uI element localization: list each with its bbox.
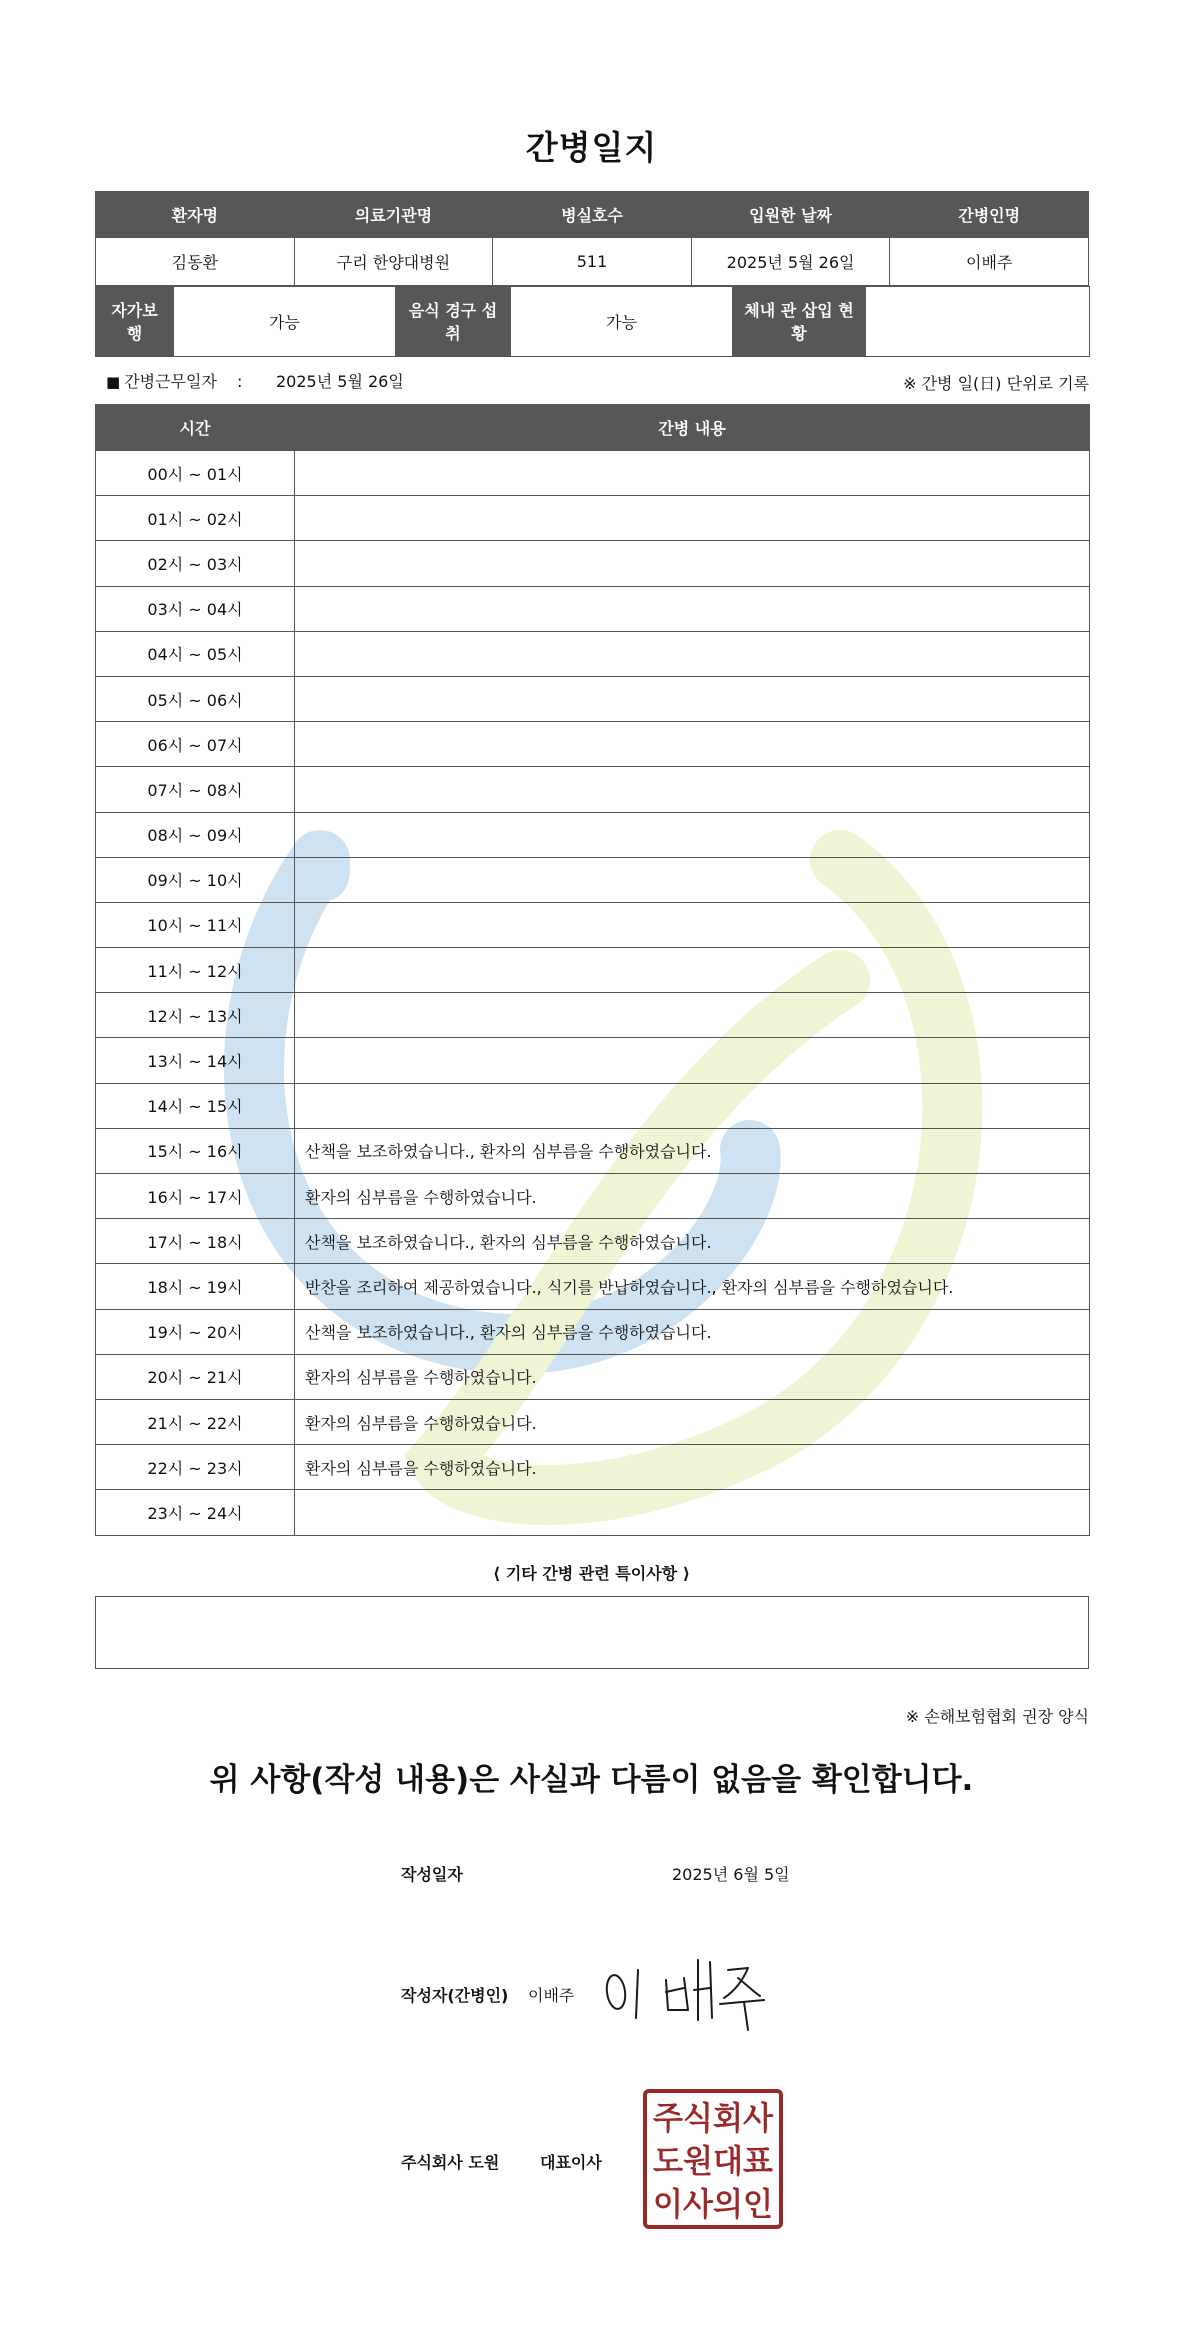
care-log-row (96, 1399, 1090, 1444)
care-log-content: 산책을 보조하였습니다., 환자의 심부름을 수행하였습니다. (295, 1128, 1090, 1173)
care-log-content: 반찬을 조리하여 제공하였습니다., 식기를 반납하였습니다., 환자의 심부름을 수행하였습니다. (295, 1264, 1090, 1309)
header-admission-date: 입원한 날짜 (691, 192, 890, 238)
oral-intake-value: 가능 (511, 287, 733, 357)
care-log-content (295, 812, 1090, 857)
tube-insertion-value (866, 287, 1090, 357)
header-patient-name: 환자명 (96, 192, 295, 238)
care-log-row (96, 767, 1090, 812)
work-date-colon: : (236, 372, 243, 391)
care-log-row (96, 1128, 1090, 1173)
care-log-row (96, 496, 1090, 541)
svg-text:도원대표: 도원대표 (653, 2142, 774, 2180)
patient-name-value: 김동환 (96, 238, 295, 286)
care-log-row (96, 541, 1090, 586)
care-log-content (295, 496, 1090, 541)
care-log-row (96, 451, 1090, 496)
care-log-row (96, 812, 1090, 857)
care-log-row (96, 993, 1090, 1038)
self-walk-value: 가능 (174, 287, 396, 357)
care-log-time: 23시 ~ 24시 (96, 1490, 295, 1535)
header-room-number: 병실호수 (493, 192, 692, 238)
writer-label: 작성자(간병인) (401, 1986, 509, 2005)
care-log-content: 환자의 심부름을 수행하였습니다. (295, 1174, 1090, 1219)
care-log-time: 15시 ~ 16시 (96, 1128, 295, 1173)
care-log-time: 00시 ~ 01시 (96, 451, 295, 496)
care-log-row (96, 1219, 1090, 1264)
written-date-value: 2025년 6월 5일 (672, 1865, 790, 1884)
care-log-content: 환자의 심부름을 수행하였습니다. (295, 1354, 1090, 1399)
care-log-content (295, 1490, 1090, 1535)
care-log-row (96, 1264, 1090, 1309)
daily-unit-note: ※ 간병 일(日) 단위로 기록 (903, 374, 1089, 393)
company-seal-stamp (643, 2089, 783, 2229)
care-log-time: 21시 ~ 22시 (96, 1399, 295, 1444)
work-date-line (106, 369, 404, 392)
care-log-content (295, 767, 1090, 812)
care-log-row (96, 948, 1090, 993)
care-log-time: 07시 ~ 08시 (96, 767, 295, 812)
time-column-header: 시간 (96, 405, 295, 451)
care-log-content: 산책을 보조하였습니다., 환자의 심부름을 수행하였습니다. (295, 1219, 1090, 1264)
care-log-time: 06시 ~ 07시 (96, 722, 295, 767)
caregiver-name-value: 이배주 (890, 238, 1089, 286)
remarks-box (95, 1596, 1089, 1669)
care-log-time: 18시 ~ 19시 (96, 1264, 295, 1309)
patient-info-value-row (96, 238, 1089, 286)
care-log-row (96, 1354, 1090, 1399)
care-log-content (295, 541, 1090, 586)
patient-status-row (96, 287, 1090, 357)
patient-info-header-row (96, 192, 1089, 238)
care-log-content: 환자의 심부름을 수행하였습니다. (295, 1445, 1090, 1490)
care-log-content (295, 451, 1090, 496)
care-log-time: 11시 ~ 12시 (96, 948, 295, 993)
care-log-content: 환자의 심부름을 수행하였습니다. (295, 1399, 1090, 1444)
care-log-row (96, 586, 1090, 631)
care-log-time: 14시 ~ 15시 (96, 1083, 295, 1128)
care-log-content (295, 722, 1090, 767)
care-log-time: 08시 ~ 09시 (96, 812, 295, 857)
care-log-time: 20시 ~ 21시 (96, 1354, 295, 1399)
care-log-row (96, 1445, 1090, 1490)
care-log-row (96, 1490, 1090, 1535)
care-log-row (96, 857, 1090, 902)
self-walk-label: 자가보행 (96, 287, 174, 357)
confirmation-statement: 위 사항(작성 내용)은 사실과 다름이 없음을 확인합니다. (209, 1762, 974, 1798)
care-log-time: 19시 ~ 20시 (96, 1309, 295, 1354)
written-date-label: 작성일자 (401, 1865, 463, 1884)
recommended-form-note: ※ 손해보험협회 권장 양식 (905, 1707, 1089, 1726)
care-log-content (295, 676, 1090, 721)
care-log-content (295, 993, 1090, 1038)
company-name: 주식회사 도원 (401, 2153, 500, 2172)
patient-status-table (95, 286, 1090, 357)
care-log-row (96, 722, 1090, 767)
care-log-content (295, 586, 1090, 631)
care-log-row (96, 1038, 1090, 1083)
work-date-value: 2025년 5월 26일 (276, 372, 404, 391)
hospital-name-value: 구리 한양대병원 (294, 238, 493, 286)
care-log-content (295, 857, 1090, 902)
work-date-label: 간병근무일자 (124, 372, 217, 391)
room-number-value: 511 (493, 238, 692, 286)
care-log-row (96, 1309, 1090, 1354)
care-log-table (95, 404, 1090, 1536)
svg-text:주식회사: 주식회사 (653, 2099, 775, 2137)
care-log-content: 산책을 보조하였습니다., 환자의 심부름을 수행하였습니다. (295, 1309, 1090, 1354)
ceo-label: 대표이사 (540, 2153, 602, 2172)
care-log-time: 03시 ~ 04시 (96, 586, 295, 631)
header-caregiver-name: 간병인명 (890, 192, 1089, 238)
svg-text:이사의인: 이사의인 (653, 2185, 773, 2223)
care-log-row (96, 1174, 1090, 1219)
care-log-content (295, 1083, 1090, 1128)
care-log-content (295, 902, 1090, 947)
square-bullet-icon: ■ (106, 373, 121, 391)
oral-intake-label: 음식 경구 섭취 (396, 287, 511, 357)
care-log-time: 22시 ~ 23시 (96, 1445, 295, 1490)
care-log-row (96, 676, 1090, 721)
care-log-row (96, 902, 1090, 947)
care-log-header-row (96, 405, 1090, 451)
tube-insertion-label: 체내 관 삽입 현황 (733, 287, 866, 357)
care-log-content (295, 948, 1090, 993)
care-log-time: 13시 ~ 14시 (96, 1038, 295, 1083)
writer-name: 이배주 (528, 1986, 575, 2005)
care-log-time: 10시 ~ 11시 (96, 902, 295, 947)
care-log-time: 17시 ~ 18시 (96, 1219, 295, 1264)
care-log-time: 01시 ~ 02시 (96, 496, 295, 541)
care-log-time: 02시 ~ 03시 (96, 541, 295, 586)
care-log-time: 05시 ~ 06시 (96, 676, 295, 721)
admission-date-value: 2025년 5월 26일 (691, 238, 890, 286)
care-log-content (295, 1038, 1090, 1083)
patient-info-table (95, 191, 1089, 286)
care-log-time: 09시 ~ 10시 (96, 857, 295, 902)
care-log-row (96, 631, 1090, 676)
care-log-content (295, 631, 1090, 676)
care-log-row (96, 1083, 1090, 1128)
care-log-body (96, 451, 1090, 1536)
care-log-time: 12시 ~ 13시 (96, 993, 295, 1038)
care-log-time: 16시 ~ 17시 (96, 1174, 295, 1219)
remarks-title: ⟨ 기타 간병 관련 특이사항 ⟩ (492, 1564, 691, 1583)
care-log-time: 04시 ~ 05시 (96, 631, 295, 676)
header-hospital-name: 의료기관명 (294, 192, 493, 238)
content-column-header: 간병 내용 (295, 405, 1090, 451)
handwritten-signature (598, 1948, 788, 2038)
page-title: 간병일지 (525, 128, 658, 167)
